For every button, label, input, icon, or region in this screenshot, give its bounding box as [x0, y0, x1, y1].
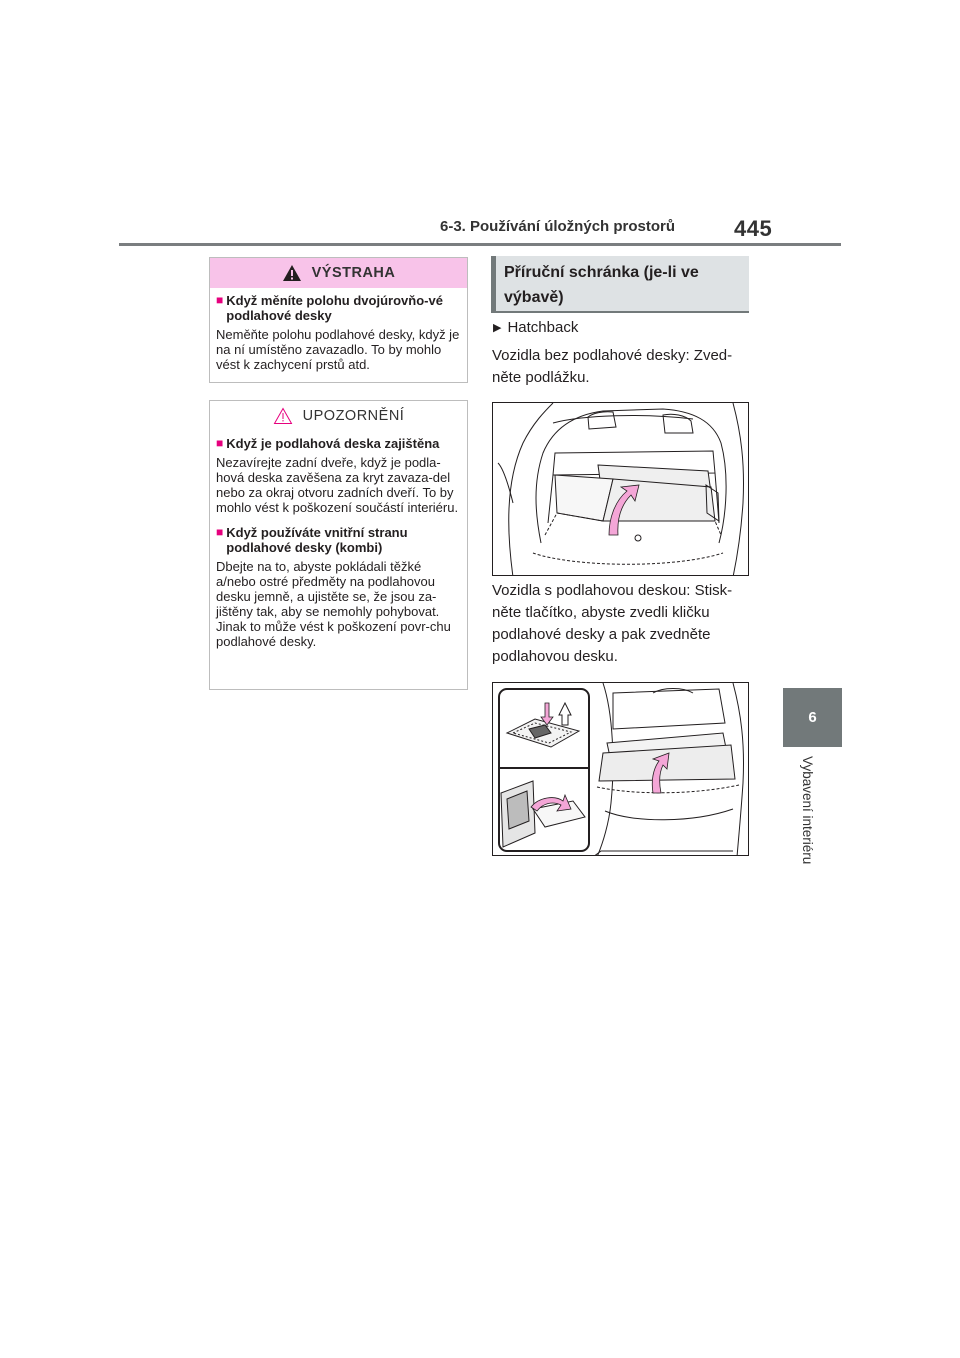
warning-heading-text: Když měníte polohu dvojúrovňo-vé podlahové desky: [226, 293, 443, 323]
notice-item-text: Dbejte na to, abyste pokládali těžké a/nebo ostré předměty na podlahovou desku jemně, a ujistěte se, že jsou za-jištěny tak, aby se nemohly pohybovat. Jinak to může vést k poškození povr-chu podlahové desky.: [216, 559, 451, 649]
notice-header: [210, 401, 467, 431]
instruction-no-board: Vozidla bez podlahové desky: Zved-něte podlážku.: [492, 347, 733, 386]
warning-header: [210, 258, 467, 288]
notice-item-text: Nezavírejte zadní dveře, když je podla-hová deska zavěšena za kryt zavaza-del nebo za okraj otvoru zadních dveří. To by mohlo vést k poškození součástí interiéru.: [216, 455, 459, 515]
notice-item-heading: [216, 525, 462, 555]
header-divider: [119, 243, 841, 246]
trunk-floor-lift-illustration: [493, 403, 749, 576]
warning-title: VÝSTRAHA: [311, 265, 396, 281]
warning-item-text: Neměňte polohu podlahové desky, když je na ní umístěno zavazadlo. To by mohlo vést k zachycení prstů atd.: [216, 327, 460, 372]
floor-board-lift-illustration: [493, 683, 749, 856]
trunk-illustration-2: [492, 682, 749, 856]
square-bullet-icon: ■: [216, 436, 224, 450]
warning-triangle-icon: [282, 264, 302, 282]
variant-bullet: [493, 319, 578, 336]
instruction-with-board: Vozidla s podlahovou deskou: Stisk-něte tlačítko, abyste zvedli kličku podlahové desky a pak zvedněte podlahovou desku.: [492, 582, 733, 665]
notice-title: UPOZORNĚNÍ: [302, 408, 405, 424]
caution-triangle-icon: [273, 407, 293, 425]
trunk-illustration-1: [492, 402, 749, 576]
chapter-label-text: Vybavení interiéru: [800, 756, 815, 865]
glovebox-section-heading: [491, 256, 749, 313]
glovebox-heading-text: Příruční schránka (je-li ve výbavě): [504, 264, 699, 306]
variant-label: Hatchback: [507, 319, 579, 336]
notice-heading-text: Když používáte vnitřní stranu podlahové desky (kombi): [226, 525, 408, 555]
square-bullet-icon: ■: [216, 525, 224, 539]
warning-item-heading: [216, 293, 462, 323]
chapter-number: 6: [808, 709, 817, 726]
notice-item-heading: [216, 436, 462, 451]
chapter-tab: [783, 688, 842, 747]
square-bullet-icon: ■: [216, 293, 224, 307]
warning-box: [209, 257, 468, 383]
section-title: 6-3. Používání úložných prostorů: [440, 218, 676, 235]
notice-box: [209, 400, 468, 690]
notice-heading-text: Když je podlahová deska zajištěna: [226, 436, 440, 451]
triangle-bullet-icon: ▶: [493, 322, 502, 334]
chapter-label: [800, 756, 824, 886]
page-number: 445: [734, 216, 773, 241]
